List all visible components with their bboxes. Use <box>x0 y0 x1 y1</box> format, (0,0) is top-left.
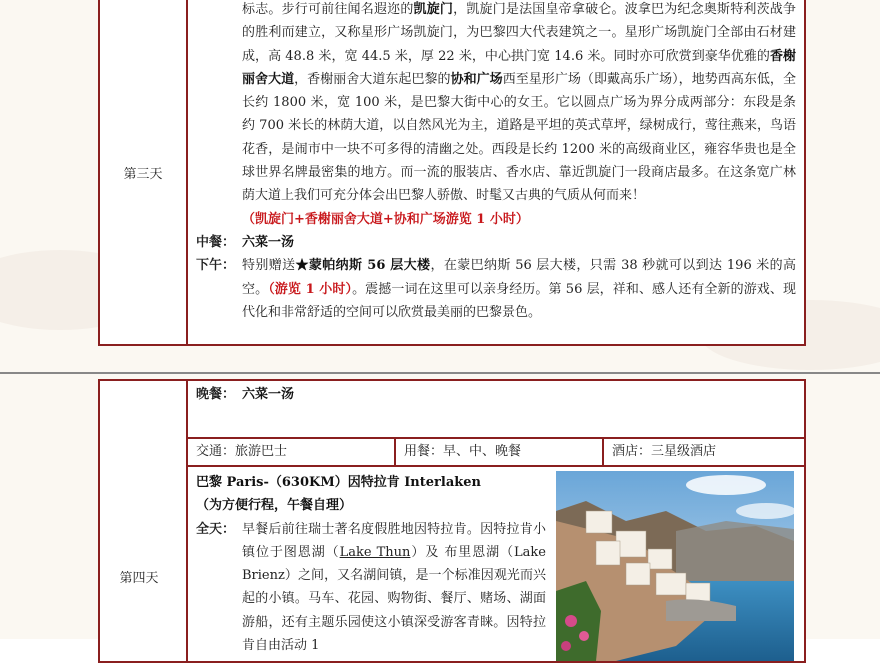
lunch-value: 六菜一汤 <box>242 234 295 250</box>
day-label: 第三天 <box>99 0 187 345</box>
dinner-value: 六菜一汤 <box>242 387 295 402</box>
lake-thun-text: Lake Thun <box>339 544 411 560</box>
dinner-label: 晚餐： <box>196 387 236 402</box>
itinerary-table-day3 <box>98 0 806 346</box>
transport-cell: 交通：旅游巴士 <box>187 438 395 466</box>
highlight-champs: 香榭丽舍大道 <box>242 48 796 87</box>
montparnasse-duration: （游览 1 小时） <box>268 281 353 297</box>
highlight-montparnasse: ★蒙帕纳斯 56 层大楼 <box>295 258 431 274</box>
highlight-arc: 凯旋门 <box>413 2 454 17</box>
lunch-row <box>196 231 796 254</box>
allday-row: 全天： 早餐后前往瑞士著名度假胜地因特拉肯。因特拉肯小镇位于图恩湖（Lake Thun）及 布里恩湖（Lake Brienz）之间，又名湖间镇，是一个标准因观光而兴起的小镇。马车、花园、购物街、餐厅、赌场、湖面游船，还有主题乐园使这小镇深受游客青睐。因特拉肯自由活动 1 <box>196 518 546 658</box>
meals-cell: 用餐：早、中、晚餐 <box>395 438 603 466</box>
day3-description: 标志。步行可前往闻名遐迩的凯旋门，凯旋门是法国皇帝拿破仑。波拿巴为纪念奥斯特利茨战争的胜利而建立，又称星形广场凯旋门，为巴黎四大代表建筑之一。星形广场凯旋门全部由石材建成，高 48.8 米，宽 44.5 米，厚 22 米，中心拱门宽 14.6 米。同时亦可欣赏到豪华优雅的香榭丽舍大道，香榭丽舍大道东起巴黎的协和广场西至星形广场（即戴高乐广场），地势西高东低，全长约 1800 米，宽 100 米，是巴黎大街中心的女王。它以圆点广场为界分成两部分：东段是条约 700 米长的林荫大道，以自然风光为主，道路是平坦的英式草坪，绿树成行，莺往燕来，鸟语花香，是闹市中一块不可多得的清幽之处。西段是长约 1200 米的高级商业区，雍容华贵也是全球世界名牌最密集的地方。而一流的服装店、香水店、靠近凯旋门一段商店最多。在这条宽广林荫大道上我们可充分体会出巴黎人骄傲、时髦又古典的气质从何而来！ <box>242 2 796 204</box>
day-label-empty <box>99 380 187 662</box>
coastal-town-image <box>556 471 794 661</box>
page-day4 <box>0 373 880 654</box>
day4-subtitle: （为方便行程，午餐自理） <box>196 498 353 514</box>
allday-label: 全天： <box>196 521 236 537</box>
day-label: 第四天 <box>119 571 159 586</box>
tour-duration-note: （凯旋门+香榭丽舍大道+协和广场游览 1 小时） <box>242 211 529 227</box>
lunch-label: 中餐： <box>196 234 236 250</box>
itinerary-table-day4 <box>98 379 806 663</box>
day3-content <box>187 0 805 345</box>
afternoon-row: 下午： 特别赠送★蒙帕纳斯 56 层大楼，在蒙巴纳斯 56 层大楼，只需 38 秒就可以到达 196 米的高空。（游览 1 小时）。震撼一词在这里可以亲身经历。第 56 层，祥和、感人还有全新的游戏、现代化和非常舒适的空间可以欣赏最美丽的巴黎景色。 <box>196 254 796 324</box>
afternoon-label: 下午： <box>196 258 236 274</box>
day4-route-title: 巴黎 Paris-（630KM）因特拉肯 Interlaken <box>196 475 481 490</box>
dinner-cell <box>187 380 805 438</box>
day4-content <box>119 466 805 662</box>
highlight-concorde: 协和广场 <box>450 71 503 87</box>
interlaken-photo <box>556 471 794 661</box>
hotel-cell: 酒店：三星级酒店 <box>603 438 805 466</box>
